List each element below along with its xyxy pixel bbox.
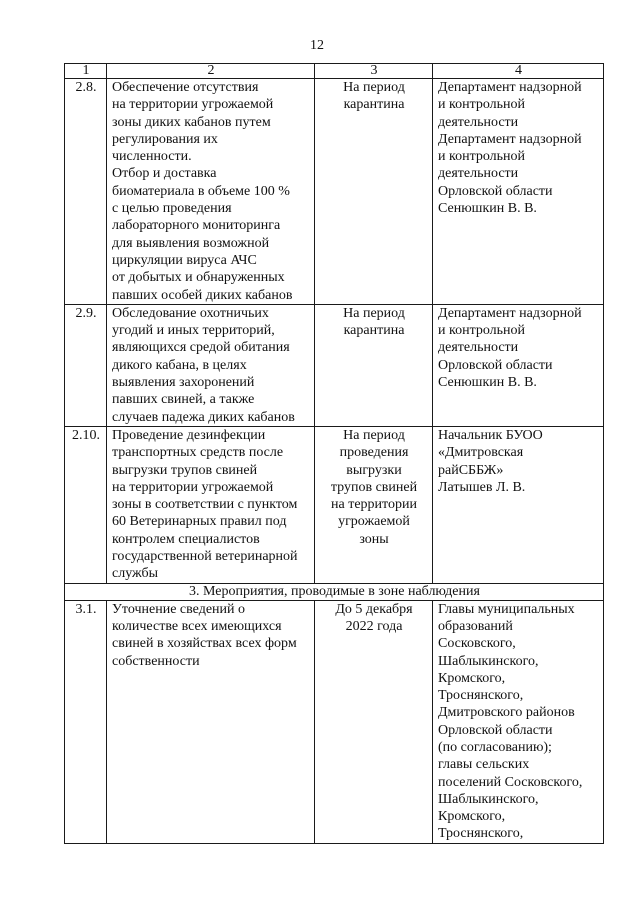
cell-line: угодий и иных территорий, — [112, 323, 275, 339]
column-header-4: 4 — [433, 64, 604, 79]
cell-line: службы — [112, 566, 159, 582]
responsible-cell — [433, 426, 604, 583]
cell-line: на территории угрожаемой — [112, 97, 274, 113]
cell-line: Обследование охотничьих — [112, 305, 269, 321]
measure-cell — [107, 79, 315, 305]
cell-line: главы сельских — [438, 757, 530, 773]
cell-line: павших свиней, а также — [112, 392, 255, 408]
cell-line: зоны — [359, 531, 389, 547]
responsible-cell — [433, 600, 604, 843]
cell-line: случаев падежа диких кабанов — [112, 409, 295, 425]
cell-line: проведения — [339, 445, 409, 461]
header-row — [65, 64, 604, 79]
item-number: 3.1. — [65, 600, 107, 843]
cell-line: Орловской области — [438, 183, 553, 199]
cell-line: выгрузки — [346, 462, 402, 478]
cell-line: собственности — [112, 653, 200, 669]
cell-line: Департамент надзорной — [438, 80, 582, 95]
cell-line: биоматериала в объеме 100 % — [112, 183, 290, 199]
cell-line: На период — [343, 427, 405, 443]
cell-line: для выявления возможной — [112, 235, 270, 251]
section-title: 3. Мероприятия, проводимые в зоне наблюдения — [65, 583, 604, 600]
cell-line: «Дмитровская — [438, 445, 524, 461]
cell-line: угрожаемой — [338, 514, 410, 530]
cell-line: Проведение дезинфекции — [112, 427, 266, 443]
cell-line: (по согласованию); — [438, 739, 552, 755]
cell-line: Сосковского, — [438, 636, 516, 652]
cell-line: на территории — [331, 497, 417, 513]
cell-line: транспортных средств после — [112, 445, 284, 461]
period-cell — [315, 304, 433, 426]
cell-line: поселений Сосковского, — [438, 774, 583, 790]
cell-line: государственной ветеринарной — [112, 549, 298, 565]
cell-line: Шаблыкинского, — [438, 791, 539, 807]
cell-line: Начальник БУОО — [438, 427, 543, 443]
cell-line: Дмитровского районов — [438, 705, 575, 721]
page-number: 12 — [310, 38, 324, 53]
cell-line: карантина — [343, 97, 405, 113]
cell-line: являющихся средой обитания — [112, 340, 290, 356]
cell-line: Главы муниципальных — [438, 601, 575, 617]
cell-line: Обеспечение отсутствия — [112, 80, 259, 95]
cell-line: циркуляции вируса АЧС — [112, 252, 257, 268]
cell-line: и контрольной — [438, 323, 526, 339]
cell-line: Департамент надзорной — [438, 131, 582, 147]
cell-line: деятельности — [438, 340, 519, 356]
cell-line: свиней в хозяйствах всех форм — [112, 636, 297, 652]
cell-line: выгрузки трупов свиней — [112, 462, 258, 478]
table-row — [65, 426, 604, 583]
cell-line: До 5 декабря — [335, 601, 413, 617]
cell-line: контролем специалистов — [112, 531, 260, 547]
cell-line: с целью проведения — [112, 201, 232, 217]
cell-line: лабораторного мониторинга — [112, 218, 281, 234]
cell-line: Орловской области — [438, 357, 553, 373]
cell-line: Кромского, — [438, 670, 506, 686]
cell-line: регулирования их — [112, 131, 218, 147]
period-cell — [315, 426, 433, 583]
measure-cell — [107, 304, 315, 426]
column-header-2: 2 — [107, 64, 315, 79]
cell-line: Орловской области — [438, 722, 553, 738]
cell-line: и контрольной — [438, 149, 526, 165]
cell-line: Отбор и доставка — [112, 166, 217, 182]
cell-line: численности. — [112, 149, 192, 165]
item-number: 2.9. — [65, 304, 107, 426]
cell-line: 2022 года — [345, 618, 403, 634]
table-row — [65, 79, 604, 305]
cell-line: На период — [343, 80, 405, 95]
cell-line: зоны в соответствии с пунктом — [112, 497, 298, 513]
cell-line: и контрольной — [438, 97, 526, 113]
cell-line: Сенюшкин В. В. — [438, 201, 537, 217]
cell-line: 60 Ветеринарных правил под — [112, 514, 287, 530]
cell-line: Департамент надзорной — [438, 305, 582, 321]
responsible-cell — [433, 304, 604, 426]
period-cell — [315, 79, 433, 305]
item-number: 2.8. — [65, 79, 107, 305]
measure-cell — [107, 600, 315, 843]
cell-line: от добытых и обнаруженных — [112, 270, 285, 286]
cell-line: Латышев Л. В. — [438, 479, 526, 495]
cell-line: Уточнение сведений о — [112, 601, 246, 617]
cell-line: деятельности — [438, 166, 519, 182]
section-row — [65, 583, 604, 600]
cell-line: Шаблыкинского, — [438, 653, 539, 669]
cell-line: На период — [343, 305, 405, 321]
table-row — [65, 304, 604, 426]
cell-line: трупов свиней — [330, 479, 418, 495]
cell-line: Троснянского, — [438, 826, 524, 842]
responsible-cell — [433, 79, 604, 305]
column-header-1: 1 — [65, 64, 107, 79]
cell-line: Кромского, — [438, 809, 506, 825]
cell-line: райСББЖ» — [438, 462, 504, 478]
cell-line: павших особей диких кабанов — [112, 287, 293, 303]
cell-line: образований — [438, 618, 513, 634]
cell-line: дикого кабана, в целях — [112, 357, 247, 373]
cell-line: карантина — [343, 323, 405, 339]
cell-line: Троснянского, — [438, 688, 524, 704]
cell-line: выявления захоронений — [112, 375, 255, 391]
cell-line: количестве всех имеющихся — [112, 618, 282, 634]
period-cell — [315, 600, 433, 843]
measure-cell — [107, 426, 315, 583]
cell-line: зоны диких кабанов путем — [112, 114, 271, 130]
item-number: 2.10. — [65, 426, 107, 583]
cell-line: на территории угрожаемой — [112, 479, 274, 495]
measures-table — [64, 63, 604, 844]
table-row — [65, 600, 604, 843]
cell-line: Сенюшкин В. В. — [438, 375, 537, 391]
column-header-3: 3 — [315, 64, 433, 79]
cell-line: деятельности — [438, 114, 519, 130]
